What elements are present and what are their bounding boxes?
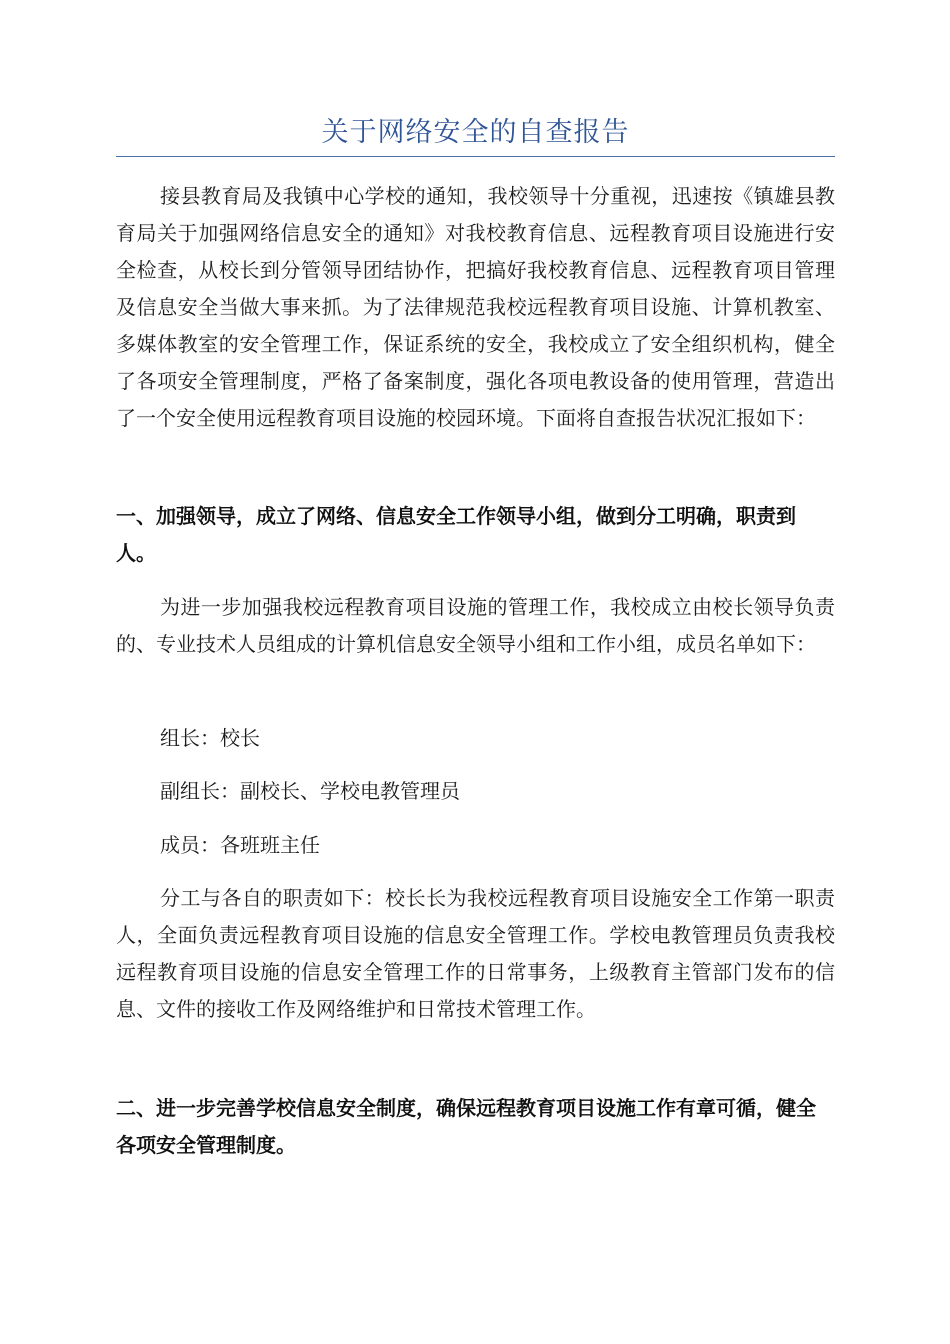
- duties-paragraph: 分工与各自的职责如下：校长长为我校远程教育项目设施安全工作第一职责人，全面负责远程教育项目设施的信息安全管理工作。学校电教管理员负责我校远程教育项目设施的信息安全管理工作的日常事务，上级教育主管部门发布的信息、文件的接收工作及网络维护和日常技术管理工作。: [116, 886, 835, 1021]
- member-deputy: 副组长：副校长、学校电教管理员: [160, 779, 460, 803]
- section-1-paragraph: 为进一步加强我校远程教育项目设施的管理工作，我校成立由校长领导负责的、专业技术人员组成的计算机信息安全领导小组和工作小组，成员名单如下：: [116, 595, 835, 656]
- member-members: 成员：各班班主任: [160, 833, 320, 857]
- member-leader: 组长：校长: [160, 726, 260, 750]
- title-block: [116, 110, 835, 157]
- intro-paragraph: 接县教育局及我镇中心学校的通知，我校领导十分重视，迅速按《镇雄县教育局关于加强网络信息安全的通知》对我校教育信息、远程教育项目设施进行安全检查，从校长到分管领导团结协作，把搞好我校教育信息、远程教育项目管理及信息安全当做大事来抓。为了法律规范我校远程教育项目设施、计算机教室、多媒体教室的安全管理工作，保证系统的安全，我校成立了安全组织机构，健全了各项安全管理制度，严格了备案制度，强化各项电教设备的使用管理，营造出了一个安全使用远程教育项目设施的校园环境。下面将自查报告状况汇报如下：: [116, 184, 835, 430]
- section-2-heading: 二、进一步完善学校信息安全制度，确保远程教育项目设施工作有章可循，健全各项安全管理制度。: [116, 1096, 816, 1157]
- document-title: 关于网络安全的自查报告: [321, 117, 630, 148]
- section-1-heading: 一、加强领导，成立了网络、信息安全工作领导小组，做到分工明确，职责到人。: [116, 504, 796, 565]
